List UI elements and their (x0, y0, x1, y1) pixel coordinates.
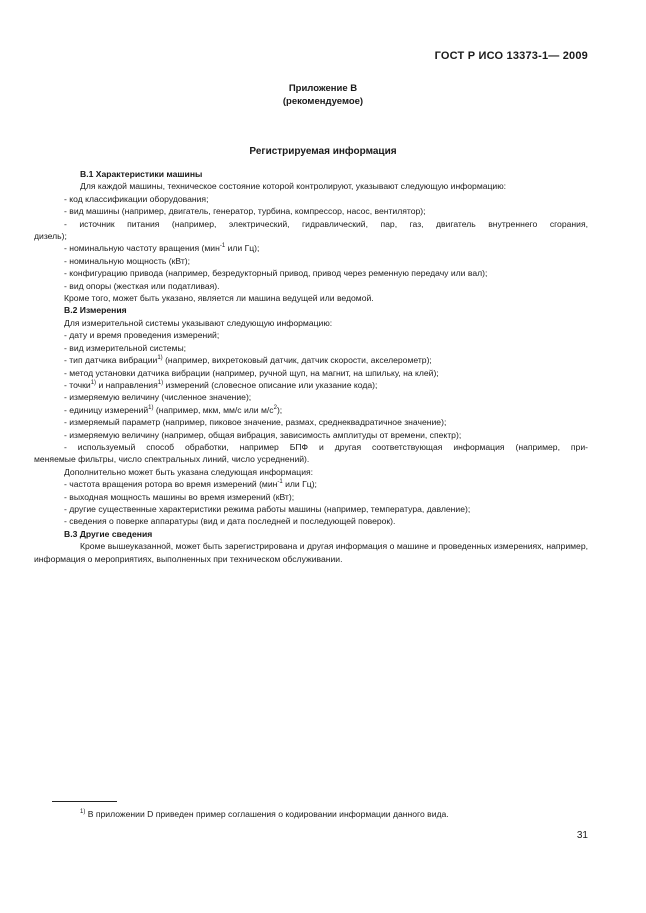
list-item: - вид измерительной системы; (64, 342, 187, 353)
list-item: - выходная мощность машины во время измерений (кВт); (64, 491, 295, 502)
list-item: - сведения о поверке аппаратуры (вид и дата последней и последующей поверок). (64, 516, 396, 527)
list-item: - частота вращения ротора во время измерений (мин$^{-1}$ или Гц); (64, 479, 317, 490)
list-item: - измеряемый параметр (например, пиковое значение, размах, среднеквадратичное значение); (64, 417, 447, 428)
footnote-divider (52, 801, 117, 802)
section-title: Регистрируемая информация (249, 146, 397, 157)
list-item: - измеряемую величину (численное значение); (64, 392, 252, 403)
annex-status: (рекомендуемое) (282, 96, 364, 107)
paragraph: Для измерительной системы указывают следующую информацию: (64, 317, 333, 328)
list-item-continuation: меняемые фильтры, число спектральных линий, число усреднений). (34, 454, 310, 465)
standard-designation: ГОСТ Р ИСО 13373-1— 2009 (434, 50, 588, 62)
list-item: - источник питания (например, электрический, гидравлический, пар, газ, двигатель внутреннего сгорания, (64, 218, 588, 229)
list-item: - измеряемую величину (например, общая вибрация, зависимость амплитуды от времени, спектр); (64, 429, 462, 440)
page-number: 31 (576, 830, 588, 841)
document-body (34, 168, 588, 565)
list-item: - дату и время проведения измерений; (64, 330, 220, 341)
footnote-text: В приложении D приведен пример соглашения о кодировании информации данного вида. (85, 809, 449, 819)
list-item: - вид опоры (жесткая или податливая). (64, 280, 220, 291)
list-item: - конфигурацию привода (например, безредукторный привод, привод через ременную передачу или вал); (64, 268, 488, 279)
list-item: - метод установки датчика вибрации (например, ручной щуп, на магнит, на шпильку, на клей); (64, 367, 439, 378)
section-heading-b3: В.3 Другие сведения (64, 528, 153, 539)
list-item: - единицу измерений$^{1)}$ (например, мкм, мм/с или $м/с^2$); (64, 404, 283, 415)
footnote (80, 809, 449, 819)
list-item: - тип датчика вибрации$^{1)}$ (например, вихретоковый датчик, датчик скорости, акселерометр); (64, 355, 432, 366)
footnote-marker: 1) (80, 809, 86, 815)
list-item: - точки$^{1)}$ и направления$^{1)}$ измерений (словесное описание или указание кода); (64, 379, 378, 390)
paragraph: Кроме того, может быть указано, является ли машина ведущей или ведомой. (64, 293, 374, 304)
list-item: - другие существенные характеристики режима работы машины (например, температура, давление); (64, 503, 471, 514)
list-item: - используемый способ обработки, например БПФ и другая соответствующая информация (например, при- (64, 441, 588, 452)
list-item: - номинальную частоту вращения (мин$^{-1}$ или Гц); (64, 243, 260, 254)
list-item-continuation: дизель); (34, 231, 67, 242)
section-heading-b1: В.1 Характеристики машины (80, 169, 203, 179)
paragraph: Кроме вышеуказанной, может быть зарегистрирована и другая информация о машине и проведенных измерениях, например, информация о мероприятиях, выполненных при техническом обслуживании. (34, 541, 588, 564)
list-item: - код классификации оборудования; (64, 193, 209, 204)
list-item: - вид машины (например, двигатель, генератор, турбина, компрессор, насос, вентилятор); (64, 206, 426, 217)
annex-heading (0, 82, 646, 108)
section-heading-b2: В.2 Измерения (64, 305, 127, 316)
paragraph: Для каждой машины, техническое состояние которой контролируют, указывают следующую информацию: (80, 181, 507, 192)
annex-title: Приложение В (288, 83, 358, 94)
paragraph: Дополнительно может быть указана следующая информация: (64, 466, 314, 477)
list-item: - номинальную мощность (кВт); (64, 255, 191, 266)
